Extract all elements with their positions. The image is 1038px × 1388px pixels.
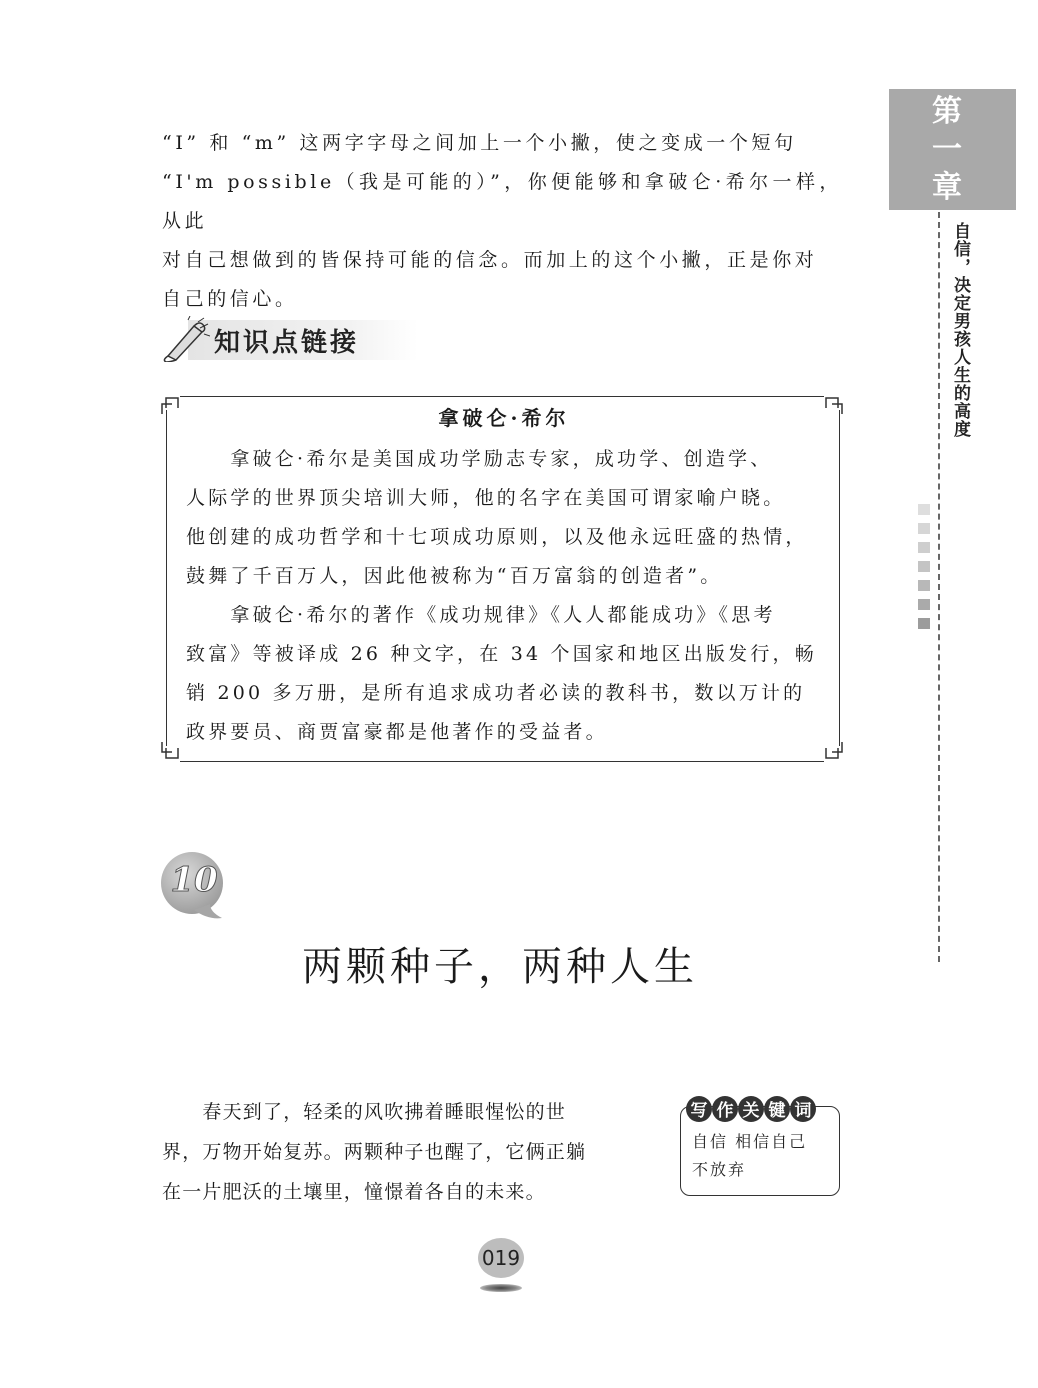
sidebar-square <box>918 504 930 515</box>
keyword-line: 自信 相信自己 <box>692 1132 808 1151</box>
page-number-shadow <box>480 1284 522 1292</box>
article-number: 10 <box>170 860 218 900</box>
text-line: 人际学的世界顶尖培训大师，他的名字在美国可谓家喻户晓。 <box>186 487 786 509</box>
text-line: “I'm possible（我是可能的）”，你便能够和拿破仑·希尔一样，从此 <box>162 171 842 232</box>
chapter-char: 章 <box>932 170 962 205</box>
knowledge-body <box>186 440 820 752</box>
keyword-char: 关 <box>742 1101 760 1121</box>
text-line: 政界要员、商贾富豪都是他著作的受益者。 <box>186 721 608 743</box>
sidebar-square <box>918 580 930 591</box>
sidebar-square <box>918 561 930 572</box>
knowledge-title: 拿破仑·希尔 <box>438 406 570 430</box>
text-line: 销 200 多万册，是所有追求成功者必读的教科书，数以万计的 <box>186 682 806 704</box>
text-line: 鼓舞了千百万人，因此他被称为“百万富翁的创造者”。 <box>186 565 723 587</box>
knowledge-link-label: 知识点链接 <box>214 328 360 358</box>
sidebar-square <box>918 523 930 534</box>
text-line: 拿破仑·希尔的著作《成功规律》《人人都能成功》《思考 <box>186 604 776 626</box>
keyword-char: 写 <box>690 1101 708 1121</box>
sidebar-square <box>918 542 930 553</box>
keyword-line: 不放弃 <box>692 1160 747 1179</box>
sidebar-square <box>918 599 930 610</box>
keyword-char: 词 <box>794 1101 812 1121</box>
article-number-badge <box>160 850 230 922</box>
text-line: “I” 和 “m” 这两字字母之间加上一个小撇，使之变成一个短句 <box>162 132 797 154</box>
text-line: 自己的信心。 <box>162 288 298 310</box>
scroll-icon <box>160 316 210 362</box>
knowledge-link-header <box>160 314 420 364</box>
chapter-title: 自信，决定男孩人生的高度 <box>950 222 970 438</box>
text-line: 春天到了，轻柔的风吹拂着睡眼惺忪的世 <box>162 1101 567 1123</box>
chapter-char: 第 <box>932 94 962 129</box>
chapter-char: 一 <box>932 132 962 167</box>
text-line: 界，万物开始复苏。两颗种子也醒了，它俩正躺 <box>162 1141 587 1163</box>
text-line: 在一片肥沃的土壤里，憧憬着各自的未来。 <box>162 1181 546 1203</box>
sidebar-dashed-line <box>938 212 940 962</box>
intro-paragraph <box>162 124 842 319</box>
keyword-char: 作 <box>716 1101 734 1121</box>
page-number: 019 <box>478 1238 524 1278</box>
keyword-char: 键 <box>768 1101 786 1121</box>
keywords-list <box>692 1128 832 1184</box>
sidebar-square <box>918 618 930 629</box>
text-line: 致富》等被译成 26 种文字，在 34 个国家和地区出版发行，畅 <box>186 643 817 665</box>
writing-keywords-label <box>686 1094 822 1128</box>
text-line: 拿破仑·希尔是美国成功学励志专家，成功学、创造学、 <box>186 448 773 470</box>
article-body <box>162 1092 654 1212</box>
article-title: 两颗种子，两种人生 <box>302 944 698 990</box>
chapter-tab <box>889 89 1016 210</box>
text-line: 他创建的成功哲学和十七项成功原则，以及他永远旺盛的热情， <box>186 526 808 548</box>
text-line: 对自己想做到的皆保持可能的信念。而加上的这个小撇，正是你对 <box>162 249 818 271</box>
